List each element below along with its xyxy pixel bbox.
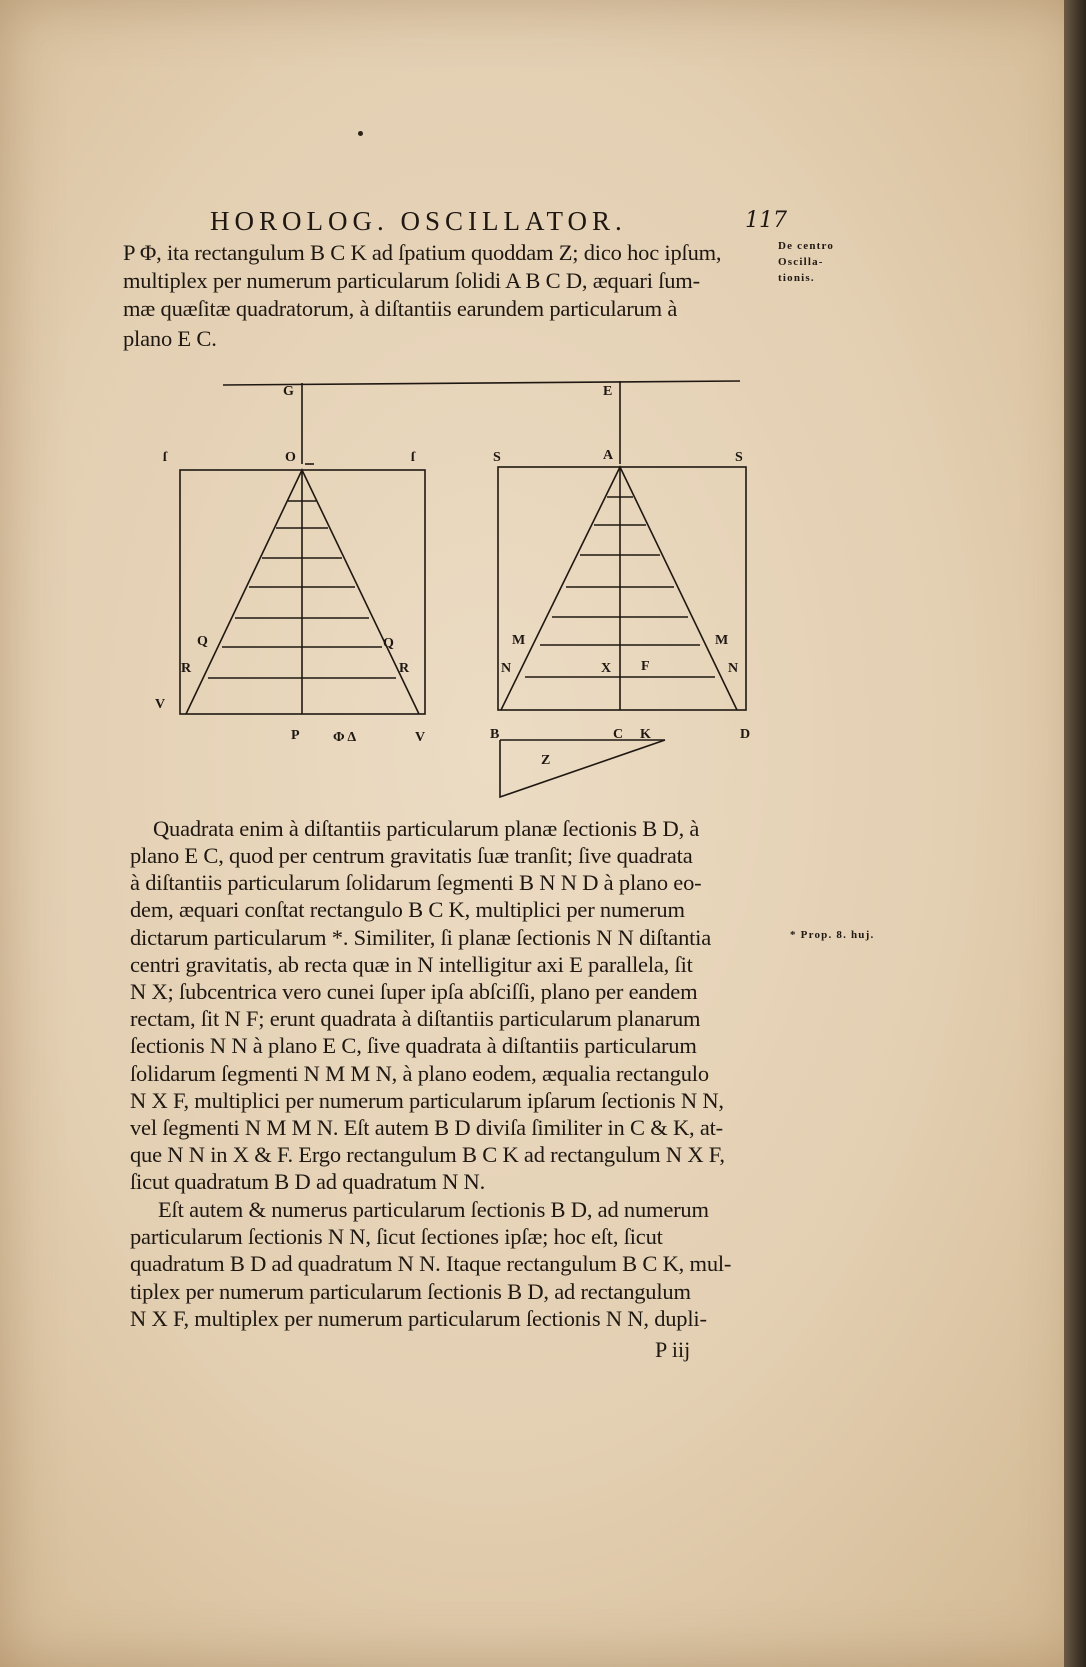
text-line: rectam, ſit N F; erunt quadrata à diſtantiis particularum planarum — [130, 1006, 701, 1031]
label-s-1: S — [493, 450, 501, 465]
label-b: B — [490, 727, 500, 742]
label-e: E — [603, 384, 613, 399]
label-x: X — [601, 661, 612, 676]
text-line: Quadrata enim à diſtantiis particularum planæ ſectionis B D, à — [153, 816, 700, 841]
label-phi-delta: Φ Δ — [333, 730, 357, 745]
label-p: P — [291, 728, 300, 743]
text-line: N X F, multiplici per numerum particularum ipſarum ſectionis N N, — [130, 1088, 724, 1113]
text-line: ſectionis N N à plano E C, ſive quadrata à diſtantiis particularum — [130, 1033, 697, 1058]
text-line: Eſt autem & numerus particularum ſectionis B D, ad numerum — [158, 1197, 709, 1222]
margin-note-prop: * Prop. 8. huj. — [790, 929, 875, 941]
label-g: G — [283, 384, 294, 399]
text-line: mæ quæſitæ quadratorum, à diſtantiis earundem particularum à — [123, 296, 678, 321]
margin-note-heading: De centro — [778, 240, 835, 252]
label-f: F — [641, 659, 650, 674]
text-line: tiplex per numerum particularum ſectionis B D, ad rectangulum — [130, 1279, 691, 1304]
text-line: vel ſegmenti N M M N. Eſt autem B D diviſa ſimiliter in C & K, at- — [130, 1115, 723, 1140]
label-z: Z — [541, 753, 551, 768]
text-line: particularum ſectionis N N, ſicut ſectiones ipſæ; hoc eſt, ſicut — [130, 1224, 663, 1249]
figure-svg — [155, 375, 755, 805]
label-d: D — [740, 727, 751, 742]
margin-note-heading: Oscilla- — [778, 256, 824, 268]
label-c: C — [613, 727, 624, 742]
text-line: dictarum particularum *. Similiter, ſi planæ ſectionis N N diſtantia — [130, 925, 712, 950]
label-m-left: M — [512, 633, 526, 648]
text-line: plano E C. — [123, 326, 217, 351]
label-q-right: Q — [383, 636, 394, 651]
text-line: centri gravitatis, ab recta quæ in N intelligitur axi E parallela, ſit — [130, 952, 693, 977]
label-s-2: S — [735, 450, 743, 465]
label-n-left: N — [501, 661, 512, 676]
text-line: P Φ, ita rectangulum B C K ad ſpatium quoddam Z; dico hoc ipſum, — [123, 240, 722, 265]
label-q-left: Q — [197, 634, 208, 649]
label-k: K — [640, 727, 651, 742]
text-line: ſolidarum ſegmenti N M M N, à plano eodem, æqualia rectangulo — [130, 1061, 709, 1086]
margin-note-heading: tionis. — [778, 272, 815, 284]
geometric-figure — [155, 375, 755, 805]
folio-number: 117 — [745, 208, 787, 233]
text-line: à diſtantiis particularum ſolidarum ſegmenti B N N D à plano eo- — [130, 870, 702, 895]
text-line: que N N in X & F. Ergo rectangulum B C K ad rectangulum N X F, — [130, 1142, 725, 1167]
ink-speck — [358, 131, 363, 136]
label-v-left: V — [155, 697, 166, 712]
signature-mark: P iij — [655, 1337, 691, 1362]
label-n-right: N — [728, 661, 739, 676]
label-r-right: R — [399, 661, 410, 676]
label-s-script-2: ſ — [411, 450, 415, 465]
text-line: plano E C, quod per centrum gravitatis ſuæ tranſit; ſive quadrata — [130, 843, 693, 868]
book-spine-edge — [1064, 0, 1086, 1667]
text-line: multiplex per numerum particularum ſolidi A B C D, æquari ſum- — [123, 268, 700, 293]
text-line: N X; ſubcentrica vero cunei ſuper ipſa abſciſſi, plano per eandem — [130, 979, 698, 1004]
text-line: ſicut quadratum B D ad quadratum N N. — [130, 1169, 486, 1194]
label-s-script-1: ſ — [163, 450, 167, 465]
label-a: A — [603, 448, 614, 463]
text-line: dem, æquari conſtat rectangulo B C K, multiplici per numerum — [130, 897, 685, 922]
text-line: quadratum B D ad quadratum N N. Itaque rectangulum B C K, mul- — [130, 1251, 732, 1276]
label-m-right: M — [715, 633, 729, 648]
text-line: N X F, multiplex per numerum particularum ſectionis N N, dupli- — [130, 1306, 707, 1331]
label-o: O — [285, 450, 296, 465]
running-head: HOROLOG. OSCILLATOR. — [210, 206, 627, 236]
label-r-left: R — [181, 661, 192, 676]
label-v-right: V — [415, 730, 426, 745]
